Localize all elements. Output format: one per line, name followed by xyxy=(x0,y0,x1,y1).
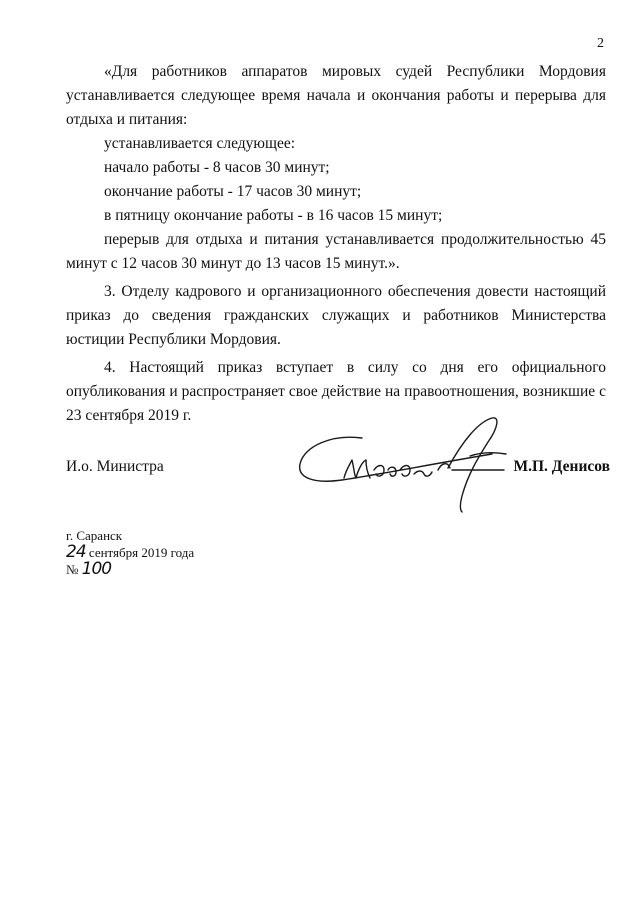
document-footer xyxy=(66,528,194,578)
handwritten-signature xyxy=(292,412,522,522)
city-label: г. Саранск xyxy=(66,528,123,543)
number-line xyxy=(66,561,194,578)
handwritten-day: 24 xyxy=(66,542,86,562)
number-prefix: № xyxy=(66,562,79,577)
paragraph-item-3: 3. Отделу кадрового и организационного обеспечения довести настоящий приказ до сведения гражданских служащих и работников Министерства юстиции Республики Мордовия. xyxy=(66,283,606,348)
paragraph-work-start: начало работы - 8 часов 30 минут; xyxy=(104,159,330,176)
paragraph-established: устанавливается следующее: xyxy=(104,135,296,152)
order-text xyxy=(66,60,606,428)
page-number: 2 xyxy=(597,36,604,51)
paragraph-lunch-break: перерыв для отдыха и питания устанавливается продолжительностью 45 минут с 12 часов 30 минут до 13 часов 15 минут.». xyxy=(66,231,606,272)
paragraph-work-end: окончание работы - 17 часов 30 минут; xyxy=(104,183,362,200)
date-rest: сентября 2019 года xyxy=(88,545,195,560)
paragraph-item-4: 4. Настоящий приказ вступает в силу со дня его официального опубликования и распространяет свое действие на правоотношения, возникшие с 23 сентября 2019 г. xyxy=(66,359,606,424)
signer-name: М.П. Денисов xyxy=(513,458,610,475)
handwritten-number: 100 xyxy=(81,559,112,579)
paragraph-work-schedule-intro: «Для работников аппаратов мировых судей Республики Мордовия устанавливается следующее время начала и окончания работы и перерыва для отдыха и питания: xyxy=(66,63,606,128)
signer-title: И.о. Министра xyxy=(66,458,164,475)
paragraph-friday-end: в пятницу окончание работы - в 16 часов 15 минут; xyxy=(104,207,443,224)
